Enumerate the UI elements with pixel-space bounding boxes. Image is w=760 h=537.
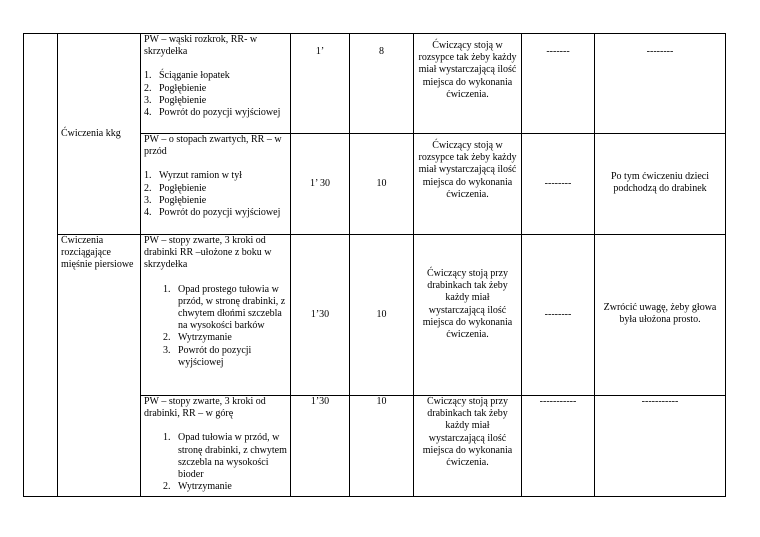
list-item: 1. Opad prostego tułowia w przód, w stronę drabinki, z chwytem dłońmi szczebla na wysokości barków — [163, 283, 286, 332]
exercise-organization: Ćwiczący stoją w rozsypce tak żeby każdy miał wystarczającą ilość miejsca do wykonania ćwiczenia. — [414, 134, 522, 235]
table-row — [24, 235, 726, 396]
exercise-reps: 10 — [350, 134, 414, 235]
exercise-time: 1’30 — [291, 235, 350, 396]
list-item: 2. Pogłębienie — [144, 82, 207, 94]
exercise-steps — [144, 432, 287, 493]
exercise-remarks: -------- — [595, 34, 726, 134]
exercise-remarks: ----------- — [595, 396, 726, 497]
exercise-reps: 10 — [350, 396, 414, 497]
exercise-reps: 10 — [350, 235, 414, 396]
list-item: 1. Wyrzut ramion w tył — [144, 170, 242, 182]
exercise-starting-position: PW – o stopach zwartych, RR – w przód — [144, 134, 282, 158]
exercise-time: 1’ 30 — [291, 134, 350, 235]
exercise-col6: ------- — [522, 34, 595, 134]
exercise-remarks: Zwrócić uwagę, żeby głowa była ułożona prosto. — [595, 235, 726, 396]
exercise-steps — [144, 170, 287, 219]
list-item: 2. Wytrzymanie — [163, 332, 232, 344]
list-item: 3. Pogłębienie — [144, 194, 207, 206]
exercise-remarks: Po tym ćwiczeniu dzieci podchodzą do drabinek — [595, 134, 726, 235]
list-item: 2. Pogłębienie — [144, 182, 207, 194]
exercise-col6: ----------- — [522, 396, 595, 497]
list-item: 4. Powrót do pozycji wyjściowej — [144, 207, 281, 219]
list-item: 2. Wytrzymanie — [163, 481, 232, 493]
list-item: 3. Pogłębienie — [144, 94, 207, 106]
exercise-organization: Ćwiczący stoją przy drabinkach tak żeby każdy miał wystarczającą ilość miejsca do wykonania ćwiczenia. — [414, 396, 522, 497]
empty-first-column — [24, 34, 58, 497]
exercise-organization: Ćwiczący stoją w rozsypce tak żeby każdy miał wystarczającą ilość miejsca do wykonania ćwiczenia. — [414, 34, 522, 134]
list-item: 1. Opad tułowia w przód, w stronę drabinki, z chwytem szczebla na wysokości bioder — [163, 432, 287, 481]
list-item: 1. Ściąganie łopatek — [144, 70, 230, 82]
exercise-starting-position: PW – stopy zwarte, 3 kroki od drabinki, RR – w górę — [144, 396, 266, 420]
exercise-starting-position: PW – stopy zwarte, 3 kroki od drabinki RR –ułożone z boku w skrzydełka — [144, 235, 272, 271]
exercise-table — [23, 33, 726, 497]
list-item: 3. Powrót do pozycji wyjściowej — [163, 344, 252, 368]
exercise-organization: Ćwiczący stoją przy drabinkach tak żeby każdy miał wystarczającą ilość miejsca do wykonania ćwiczenia. — [414, 235, 522, 396]
exercise-reps: 8 — [350, 34, 414, 134]
exercise-description — [141, 235, 291, 396]
exercise-steps — [144, 70, 287, 119]
exercise-time: 1’30 — [291, 396, 350, 497]
exercise-starting-position: PW – wąski rozkrok, RR- w skrzydełka — [144, 34, 258, 58]
exercise-col6: -------- — [522, 235, 595, 396]
exercise-description — [141, 34, 291, 134]
list-item: 4. Powrót do pozycji wyjściowej — [144, 107, 281, 119]
exercise-description — [141, 134, 291, 235]
table-row — [24, 34, 726, 134]
exercise-col6: -------- — [522, 134, 595, 235]
exercise-time: 1’ — [291, 34, 350, 134]
exercise-steps — [144, 284, 287, 369]
group-label-stretching: Ćwiczenia rozciągające mięśnie piersiowe — [58, 235, 141, 497]
exercise-description — [141, 396, 291, 497]
group-label-kkg: Ćwiczenia kkg — [58, 34, 141, 235]
